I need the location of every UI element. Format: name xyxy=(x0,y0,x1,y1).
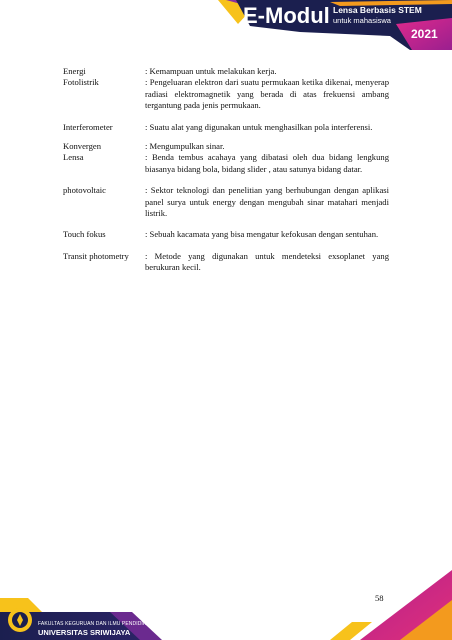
glossary-term: Fotolistrik xyxy=(63,77,99,88)
university-name: UNIVERSITAS SRIWIJAYA xyxy=(38,628,131,637)
glossary-term: Konvergen xyxy=(63,141,102,152)
glossary-entry xyxy=(63,77,389,111)
glossary-term: Touch fokus xyxy=(63,229,106,240)
module-year: 2021 xyxy=(411,27,438,41)
glossary-entry xyxy=(63,141,389,152)
glossary-definition: : Metode yang digunakan untuk mendeteksi exsoplanet yang berukuran kecil. xyxy=(145,250,389,273)
glossary-term: Lensa xyxy=(63,152,84,163)
glossary-definition: : Benda tembus acahaya yang dibatasi oleh dua bidang lengkung biasanya bidang bola, bidang slider , atau satunya bidang datar. xyxy=(145,152,389,174)
glossary-definition: : Kemampuan untuk melakukan kerja. xyxy=(145,66,277,76)
glossary-definition: : Sektor teknologi dan penelitian yang berhubungan dengan aplikasi panel surya untuk energy dengan mengubah sinar matahari menjadi listrik. xyxy=(145,185,389,219)
glossary-entry xyxy=(63,229,389,240)
module-audience: untuk mahasiswa xyxy=(333,16,391,25)
glossary-definition: : Pengeluaran elektron dari suatu permukaan ketika dikenai, menyerap radiasi elektromagnetik yang berada di atas frekuensi ambang tergantung pada jenis permukaan. xyxy=(145,77,389,111)
faculty-name: FAKULTAS KEGURUAN DAN ILMU PENDIDIKAN xyxy=(38,621,154,627)
glossary-entry xyxy=(63,251,389,274)
glossary-term: Energi xyxy=(63,66,86,76)
glossary-definition: : Mengumpulkan sinar. xyxy=(145,141,225,152)
glossary-definition: : Suatu alat yang digunakan untuk menghasilkan pola interferensi. xyxy=(145,121,373,132)
glossary-entry xyxy=(63,152,389,175)
glossary-entry xyxy=(63,185,389,219)
glossary-entry xyxy=(63,66,389,77)
glossary-term: Transit photometry xyxy=(63,250,129,261)
module-subtitle: Lensa Berbasis STEM xyxy=(333,5,422,15)
glossary xyxy=(63,66,389,274)
module-title: E-Modul xyxy=(243,3,330,28)
glossary-entry xyxy=(63,122,389,133)
glossary-term: Interferometer xyxy=(63,121,113,132)
university-logo-icon xyxy=(6,606,34,634)
glossary-definition: : Sebuah kacamata yang bisa mengatur kefokusan dengan sentuhan. xyxy=(145,229,379,240)
glossary-term: photovoltaic xyxy=(63,185,106,196)
page-number: 58 xyxy=(375,593,384,603)
